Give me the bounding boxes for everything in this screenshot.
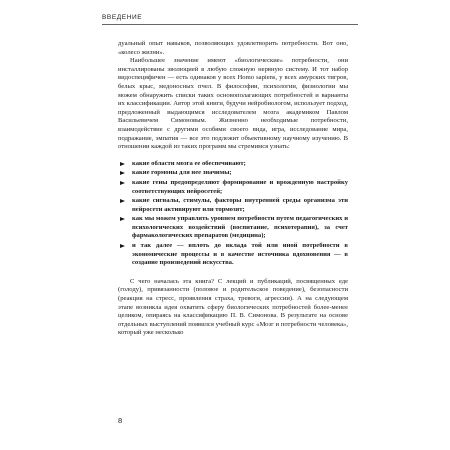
list-item-text: какие сигналы, стимулы, факторы внутренней среды организма эти нейросети активируют или тормозят; [132, 197, 348, 213]
triangle-bullet-icon [120, 199, 125, 203]
list-item [118, 179, 348, 196]
list-item-text: как мы можем управлять уровнем потребности путем педагогических и психологических воздействий (воспитание, психотерапия), за счет фармакологических препаратов (медицина); [132, 215, 348, 240]
triangle-bullet-icon [120, 171, 125, 175]
list-item-text: какие гормоны для нее значимы; [132, 169, 232, 177]
list-item-text: и так далее — вплоть до вклада той или иной потребности в экономические процессы и в качестве источника вдохновения — в создание произведений искусства. [132, 242, 348, 267]
question-list [118, 160, 348, 268]
triangle-bullet-icon [120, 162, 125, 166]
list-item [118, 215, 348, 241]
list-item [118, 242, 348, 268]
list-item-text: какие области мозга ее обеспечивают; [132, 159, 246, 167]
paragraph-biological-needs: Наибольшее значение имеют «биологические» потребности, они инсталлированы эволюцией в любую сложную нервную систему. И тот набор видоспецифичен — есть одинаков у всех Homo sapiens, у всех амурских тигров, белых крыс, медоносных пчел. В философии, психологии, физиологии мы можем обнаружить списки таких основополагающих потребностей и варианты их классификации. Автор этой книги, будучи нейробиологом, использует подход, предложенный выдающимся исследователем мозга академиком Павлом Васильевичем Симоновым. Жизненно необходимые потребности, взаимодействие с другими особями своего вида, игра, исследование мира, подражание, эмпатия — все это подлежит объективному научному изучению. В отношении каждой из таких программ мы стремимся узнать: [118, 57, 348, 151]
triangle-bullet-icon [120, 244, 125, 248]
list-item [118, 169, 348, 178]
paragraph-continuation: дуальный опыт навыков, позволяющих удовлетворить потребности. Вот оно, «колесо жизни». [118, 40, 348, 56]
page-body [118, 40, 348, 338]
list-item [118, 160, 348, 169]
page-number: 8 [118, 416, 123, 425]
triangle-bullet-icon [120, 181, 125, 185]
list-item-text: какие гены предопределяют формирование и врожденную настройку соответствующих нейросетей; [132, 178, 348, 195]
section-title: ВВЕДЕНИЕ [102, 14, 143, 21]
list-item [118, 197, 348, 214]
paragraph-book-origin: С чего началась эта книга? С лекций и публикаций, посвященных еде (голоду), привязанности (половое и родительское поведение), безопасности (реакция на стресс, проявления страха, тревоги, агрессии). А на следующем этапе возникла идея охватить сферу биологических потребностей более-менее целиком, опираясь на классификацию П. В. Симонова. В результате на основе отдельных выступлений появился учебный курс «Мозг и потребности человека», который уже несколько [118, 277, 348, 337]
triangle-bullet-icon [120, 217, 125, 221]
header-rule [102, 24, 358, 25]
running-header [102, 12, 358, 32]
